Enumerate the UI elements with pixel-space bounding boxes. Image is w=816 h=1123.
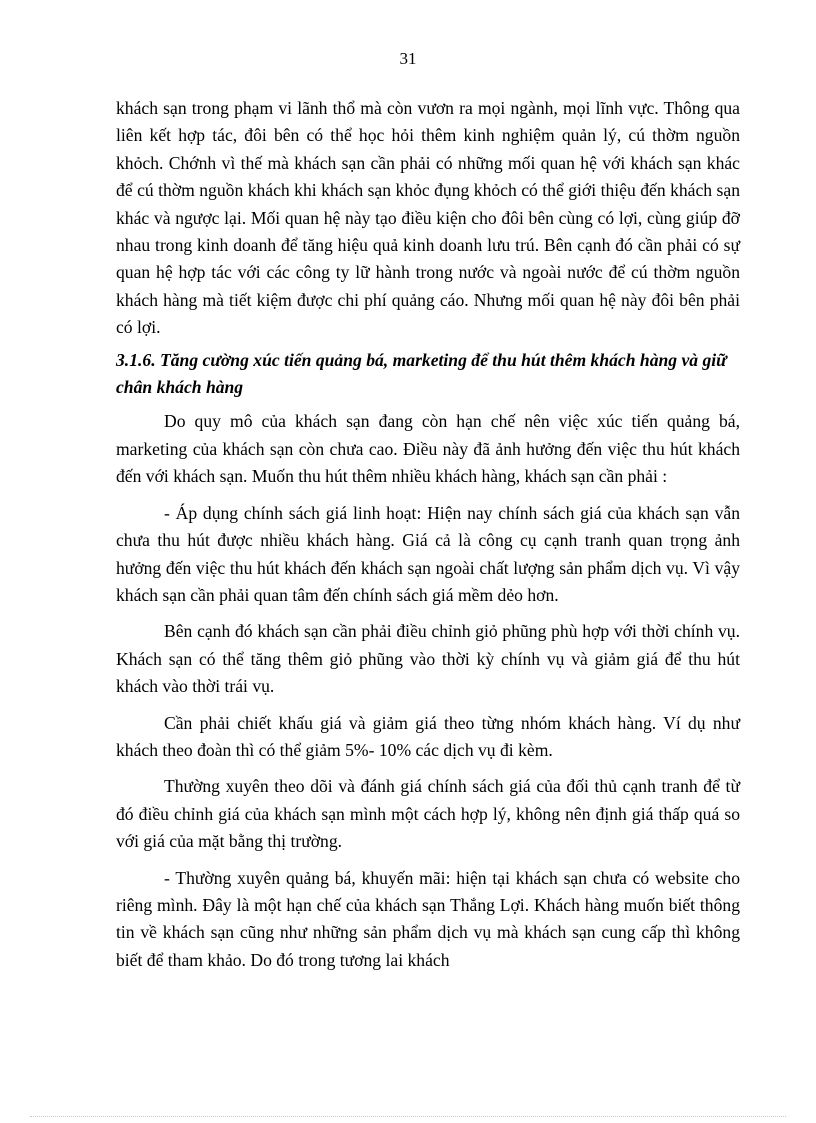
paragraph-continuation: khách sạn trong phạm vi lãnh thổ mà còn vươn ra mọi ngành, mọi lĩnh vực. Thông qua liên kết hợp tác, đôi bên có thể học hỏi thêm kinh nghiệm quản lý, cú thờm nguồn khỏch. Chớnh vì thế mà khách sạn cần phải có những mối quan hệ với khách sạn khác để cú thờm nguồn khách khi khách sạn khỏc đụng khỏch có thể giới thiệu đến khách sạn khác và ngược lại. Mối quan hệ này tạo điều kiện cho đôi bên cùng có lợi, cùng giúp đỡ nhau trong kinh doanh để tăng hiệu quả kinh doanh lưu trú. Bên cạnh đó cần phải có sự quan hệ hợp tác với các công ty lữ hành trong nước và ngoài nước để cú thờm nguồn khách hàng mà tiết kiệm được chi phí quảng cáo. Nhưng mối quan hệ này đôi bên phải có lợi. [116, 98, 740, 338]
document-body [116, 95, 740, 974]
section-heading: 3.1.6. Tăng cường xúc tiến quảng bá, marketing để thu hút thêm khách hàng và giữ chân khách hàng [116, 349, 727, 398]
paragraph-promotion: - Thường xuyên quảng bá, khuyến mãi: hiện tại khách sạn chưa có website cho riêng mình. Đây là một hạn chế của khách sạn Thắng Lợi. Khách hàng muốn biết thông tin về khách sạn cũng như những sản phẩm dịch vụ mà khách sạn cung cấp thì không biết để tham khảo. Do đó trong tương lai khách [116, 867, 740, 970]
paragraph-intro: Do quy mô của khách sạn đang còn hạn chế nên việc xúc tiến quảng bá, marketing của khách sạn còn chưa cao. Điều này đã ảnh hưởng đến việc thu hút khách đến với khách sạn. Muốn thu hút thêm nhiều khách hàng, khách sạn cần phải : [116, 411, 740, 487]
paragraph-pricing-policy: - Áp dụng chính sách giá linh hoạt: Hiện nay chính sách giá của khách sạn vẫn chưa thu hút được nhiều khách hàng. Giá cả là công cụ cạnh tranh quan trọng ảnh hưởng đến việc thu hút khách đến khách sạn ngoài chất lượng sản phẩm dịch vụ. Vì vậy khách sạn cần phải quan tâm đến chính sách giá mềm dẻo hơn. [116, 502, 740, 605]
paragraph-seasonal-pricing: Bên cạnh đó khách sạn cần phải điều chỉnh giỏ phũng phù hợp với thời chính vụ. Khách sạn có thể tăng thêm giỏ phũng vào thời kỳ chính vụ và giảm giá để thu hút khách vào thời trái vụ. [116, 621, 740, 697]
paragraph-discounts: Cần phải chiết khấu giá và giảm giá theo từng nhóm khách hàng. Ví dụ như khách theo đoàn thì có thể giảm 5%- 10% các dịch vụ đi kèm. [116, 712, 740, 760]
page-bottom-divider [30, 1116, 786, 1117]
page-number: 31 [399, 49, 417, 68]
paragraph-competitor-pricing: Thường xuyên theo dõi và đánh giá chính sách giá của đối thủ cạnh tranh để từ đó điều chỉnh giá của khách sạn mình một cách hợp lý, không nên định giá thấp quá so với giá của mặt bằng thị trường. [116, 776, 740, 852]
